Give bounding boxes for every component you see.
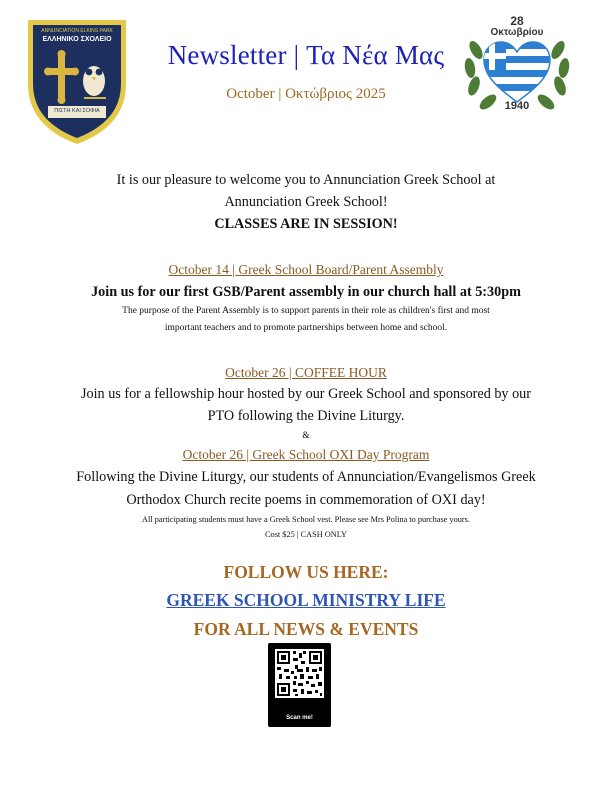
badge-day: 28 [510,14,524,28]
event-coffee-heading-link[interactable]: October 26 | COFFEE HOUR [225,365,387,380]
event-assembly-bold-line: Join us for our first GSB/Parent assembly in our church hall at 5:30pm [91,284,521,300]
event-oxi-note-2: Cost $25 | CASH ONLY [265,530,347,539]
crest-top-text: ANNUNCIATION ELKINS PARK [41,28,113,34]
newsletter-title: Newsletter | Τα Νέα Μας [167,40,445,70]
school-crest-logo [22,14,132,148]
event-oxi-heading-link[interactable]: October 26 | Greek School OXI Day Program [182,447,430,462]
qr-code-icon [275,649,324,698]
crest-motto: ΠΙΣΤΗ ΚΑΙ ΣΟΦΙΑ [54,108,100,114]
event-oxi-day [0,446,612,464]
newsletter-subtitle: October | Οκτώβριος 2025 [226,86,386,102]
event-assembly [0,261,612,279]
event-coffee-line-2: PTO following the Divine Liturgy. [207,408,405,424]
event-assembly-heading-link[interactable]: October 14 | Greek School Board/Parent Assembly [168,262,444,277]
ministry-link-row [0,590,612,611]
event-oxi-line-1: Following the Divine Liturgy, our students of Annunciation/Evangelismos Greek [76,469,536,485]
welcome-line-2: Annunciation Greek School! [224,194,388,210]
event-oxi-line-2: Orthodox Church recite poems in commemoration of OXI day! [126,492,486,508]
qr-caption: Scan me! [286,715,313,721]
badge-month: Οκτωβρίου [490,27,544,38]
news-events-heading: FOR ALL NEWS & EVENTS [193,619,419,639]
greek-school-ministry-link[interactable]: GREEK SCHOOL MINISTRY LIFE [166,590,446,610]
event-coffee-hour [0,364,612,382]
event-assembly-detail-1: The purpose of the Parent Assembly is to support parents in their role as children's first and most [122,306,490,316]
badge-year: 1940 [504,100,530,112]
follow-us-heading: FOLLOW US HERE: [223,562,389,582]
event-assembly-detail-2: important teachers and to promote partnerships between home and school. [164,323,448,333]
ampersand-separator: & [302,431,310,441]
event-coffee-line-1: Join us for a fellowship hour hosted by our Greek School and sponsored by our [81,386,531,402]
event-oxi-note-1: All participating students must have a Greek School vest. Please see Mrs Polina to purchase yours. [142,515,470,524]
welcome-line-1: It is our pleasure to welcome you to Annunciation Greek School at [116,172,496,188]
crest-school-name: ΕΛΛΗΝΙΚΟ ΣΧΟΛΕΙΟ [42,36,112,43]
classes-in-session: CLASSES ARE IN SESSION! [214,216,398,232]
qr-code[interactable] [268,643,331,727]
